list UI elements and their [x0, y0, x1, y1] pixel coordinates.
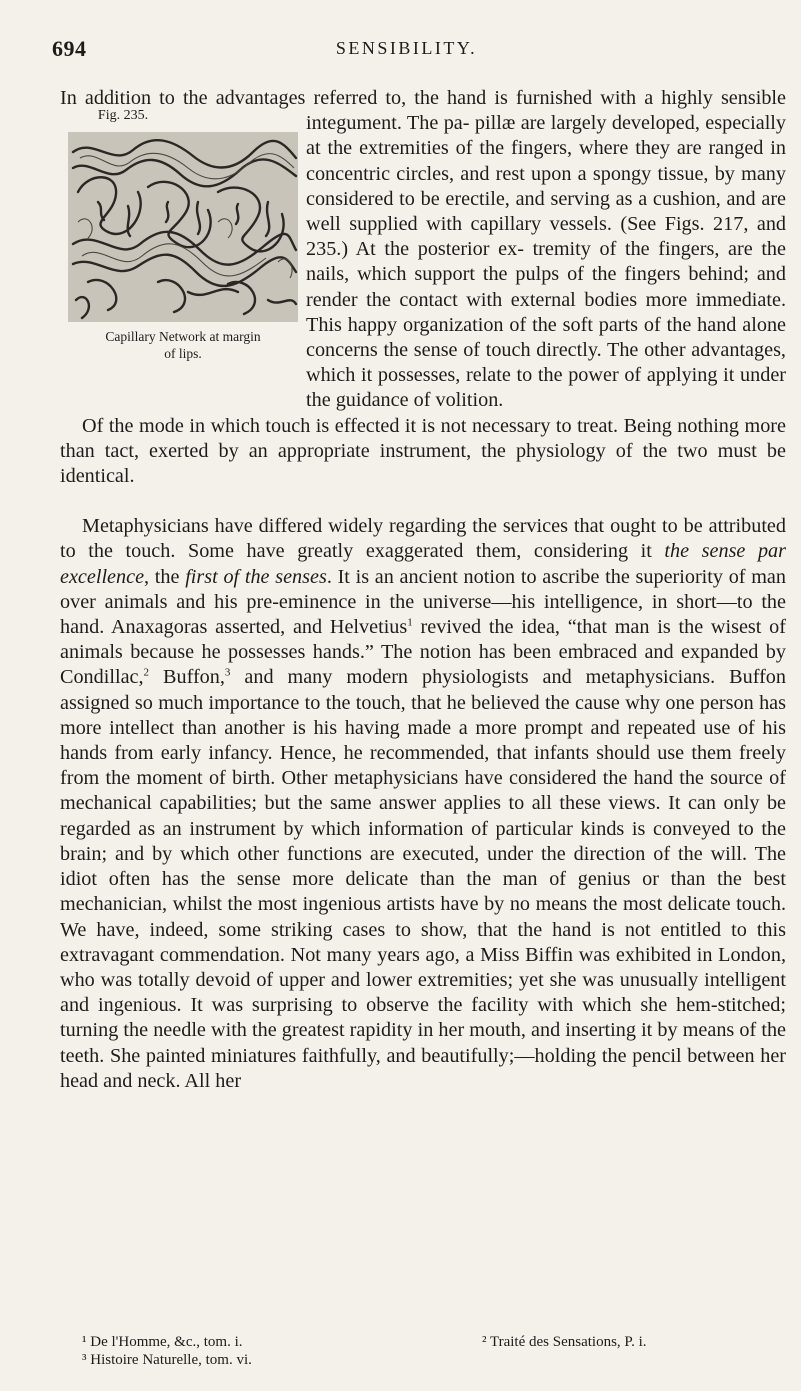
- text-line: ranged in concentric circles, and rest upon: [306, 137, 786, 185]
- text-line: In addition to the advantages referred to, the hand is furnished with: [60, 87, 645, 109]
- figure-caption-line: of lips.: [164, 346, 202, 361]
- running-head: SENSIBILITY.: [335, 38, 478, 58]
- text-line: of the soft parts of the hand alone concerns: [306, 313, 786, 362]
- text-line: erectile, and serving as a cushion, and are: [445, 187, 787, 210]
- text-line: the sense of touch directly. The other advantages, which it possesses,: [306, 339, 786, 387]
- text-line: support the pulps of the fingers behind; and: [414, 263, 786, 286]
- text-line: extremities of the fingers, where they are: [359, 137, 709, 160]
- text-run: revived the idea, “that man is the wisest of animals because he possesses hands.” The notion has been embraced and expanded by Condillac,: [60, 616, 786, 689]
- page-number: 694: [52, 36, 87, 61]
- text-run: , the: [144, 565, 186, 588]
- footnote-ref[interactable]: 1: [407, 616, 413, 629]
- page-header: [52, 36, 761, 64]
- text-run: Buffon,: [149, 666, 225, 689]
- footnotes: [82, 1333, 762, 1369]
- figure-wrap-space: [60, 136, 306, 398]
- text-line: well supplied with capillary vessels. (See: [306, 213, 665, 236]
- paragraph-2: Of the mode in which touch is effected it is not necessary to treat. Being nothing more than tact, exerted by an appropriate instrument, the physiology of the two must be identical.: [60, 414, 786, 488]
- footnote-3: ³ Histoire Naturelle, tom. vi.: [82, 1352, 252, 1368]
- text-line: relate to the power of applying it under the guidance of volition.: [306, 364, 786, 412]
- text-run: . It is an ancient notion to ascribe the superiority of man over animals and his pre-eminence in the universe—his intelligence, in short—to the hand. Anaxagoras asserted, and Helvetius: [60, 565, 786, 639]
- text-line: tremity of the fingers, are the nails, which: [306, 238, 786, 286]
- paragraph-1: [60, 86, 786, 414]
- text-line: more immediate. This happy organization: [306, 288, 786, 336]
- text-line: a spongy tissue, by many considered to be: [306, 162, 786, 210]
- footnote-row: [82, 1333, 762, 1351]
- body-text: [60, 86, 786, 1094]
- footnote-1: ¹ De l'Homme, &c., tom. i.: [82, 1334, 243, 1350]
- text-line: a highly sensible integument. The pa-: [306, 87, 786, 135]
- footnote-ref[interactable]: 2: [143, 666, 150, 679]
- footnote-2: ² Traité des Sensations, P. i.: [482, 1334, 647, 1350]
- italic-phrase: the sense par excellence: [60, 540, 786, 588]
- text-run: Metaphysicians have differed widely regarding the services that ought to be attributed to the touch. Some have greatly exaggerated them, considering it: [60, 515, 786, 563]
- text-run: and many modern physiologists and metaphysicians. Buffon assigned so much importance to the touch, that he believed the cause why one person has more intellect than another is his having made a more prompt and repeated use of his hands from early infancy. Hence, he recommended, that infants should use them freely from the moment of birth. Other metaphysicians have considered the hand the source of mechanical capabilities; but the same answer applies to all these views. It can only be regarded as an instrument by which information of particular kinds is conveyed to the brain; and by which other functions are executed, under the direction of the will. The idiot often has the sense more delicate than the man of genius or than the best mechanician, whilst the most ingenious artists have by no means the most delicate touch. We have, indeed, some striking cases to show, that the hand is not entitled to this extravagant commendation. Not many years ago, a Miss Biffin was exhibited in London, who was totally devoid of upper and lower extremities; yet she was unusually intelligent and ingenious. It was surprising to observe the facility with which she hem-stitched; turning the needle with the greatest rapidity in her mouth, and inserting it by means of the teeth. She painted miniatures faithfully, and beautifully;—holding the pencil between her head and neck. All her: [60, 666, 786, 1092]
- footnote-row: [82, 1351, 762, 1369]
- text-line: render the contact with external bodies: [306, 288, 646, 311]
- text-line: Figs. 217, and 235.) At the posterior ex-: [306, 213, 787, 261]
- footnote-ref[interactable]: 3: [224, 666, 231, 679]
- figure-caption-line: Capillary Network at margin: [105, 329, 261, 344]
- italic-phrase: first of the senses: [185, 565, 327, 588]
- paragraph-3: [60, 514, 786, 1094]
- text-line: pillæ are largely developed, especially at the: [306, 112, 786, 160]
- figure-label: Fig. 235.: [97, 108, 149, 123]
